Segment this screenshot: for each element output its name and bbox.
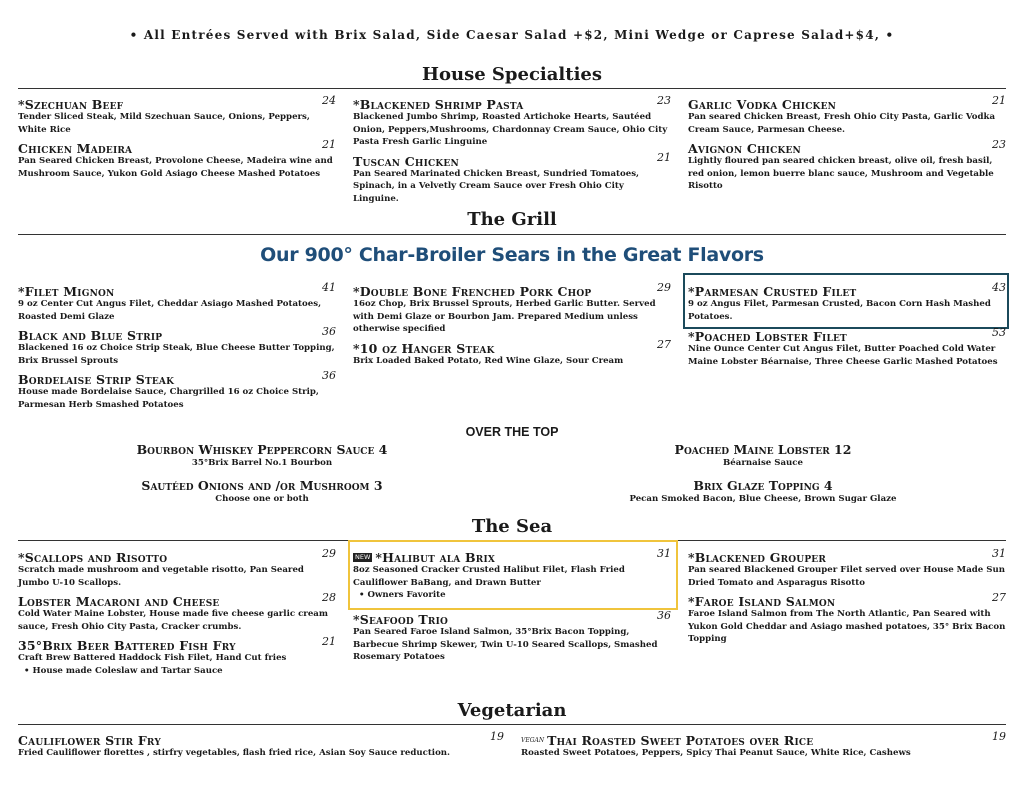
menu-item xyxy=(688,326,1006,368)
item-description: House made Bordelaise Sauce, Chargrilled 16 oz Choice Strip, Parmesan Herb Smashed Potatoes xyxy=(18,387,319,410)
item-description: 9 oz Angus Filet, Parmesan Crusted, Bacon Corn Hash Mashed Potatoes. xyxy=(688,299,991,322)
menu-item-featured xyxy=(353,547,671,607)
item-description: Cold Water Maine Lobster, House made five cheese garlic cream sauce, Fresh Ohio City Pasta, Cracker crumbs. xyxy=(18,609,328,632)
item-price: 21 xyxy=(322,635,336,648)
section-title-vegetarian: Vegetarian xyxy=(457,700,567,721)
menu-item-featured xyxy=(688,281,1006,324)
menu-item xyxy=(353,151,671,206)
menu-item xyxy=(18,369,336,411)
item-description: Blackened 16 oz Choice Strip Steak, Blue Cheese Butter Topping, Brix Brussel Sprouts xyxy=(18,343,335,366)
menu-item xyxy=(353,94,671,149)
item-price: 19 xyxy=(490,730,504,743)
salad-banner: • All Entrées Served with Brix Salad, Side Caesar Salad +$2, Mini Wedge or Caprese Salad+$4, • xyxy=(129,28,895,42)
item-description: 9 oz Center Cut Angus Filet, Cheddar Asiago Mashed Potatoes, Roasted Demi Glaze xyxy=(18,299,322,322)
item-price: 43 xyxy=(992,281,1006,294)
item-price: 53 xyxy=(992,326,1006,339)
over-the-top-title: OVER THE TOP xyxy=(465,425,559,439)
grill-column-1 xyxy=(18,281,336,413)
item-name: *Parmesan Crusted Filet xyxy=(688,284,857,299)
item-description: Tender Sliced Steak, Mild Szechuan Sauce, Onions, Peppers, White Rice xyxy=(18,112,310,135)
grill-column-3 xyxy=(688,281,1006,370)
veg-column-2 xyxy=(521,730,1006,762)
menu-item xyxy=(688,138,1006,193)
item-description: Faroe Island Salmon from The North Atlantic, Pan Seared with Yukon Gold Cheddar and Asiago mashed potatoes, 35° Brix Bacon Topping xyxy=(688,609,1006,644)
item-price: 31 xyxy=(992,547,1006,560)
item-price: 27 xyxy=(992,591,1006,604)
menu-item xyxy=(18,547,336,589)
item-name: *Double Bone Frenched Pork Chop xyxy=(353,284,592,299)
item-name: *Faroe Island Salmon xyxy=(688,594,836,609)
item-description: Pan Seared Faroe Island Salmon, 35°Brix Bacon Topping, Barbecue Shrimp Skewer, Twin U-10 Seared Scallops, Smashed Rosemary Potatoes xyxy=(353,627,658,662)
menu-item xyxy=(688,591,1006,646)
addon-description: Choose one or both xyxy=(215,494,309,504)
section-title-the-sea: The Sea xyxy=(471,516,553,537)
menu-item xyxy=(18,281,336,323)
item-description: Pan seared Chicken Breast, Fresh Ohio City Pasta, Garlic Vodka Cream Sauce, Parmesan Cheese. xyxy=(688,112,996,135)
veg-column-1 xyxy=(18,730,504,762)
menu-item xyxy=(353,609,671,664)
item-name: Bordelaise Strip Steak xyxy=(18,372,175,387)
addon-name: Poached Maine Lobster 12 xyxy=(674,442,852,457)
menu-item xyxy=(353,338,671,368)
item-name: *Blackened Grouper xyxy=(688,550,827,565)
item-description: Pan seared Blackened Grouper Filet served over House Made Sun Dried Tomato and Asparagus Risotto xyxy=(688,565,1005,588)
item-price: 29 xyxy=(322,547,336,560)
item-price: 36 xyxy=(322,325,336,338)
item-price: 21 xyxy=(992,94,1006,107)
item-price: 21 xyxy=(322,138,336,151)
item-description: 16oz Chop, Brix Brussel Sprouts, Herbed Garlic Butter. Served with Demi Glaze or Bourbon Jam. Prepared Medium unless otherwise specified xyxy=(353,299,656,334)
item-price: 36 xyxy=(657,609,671,622)
addon-description: Pecan Smoked Bacon, Blue Cheese, Brown Sugar Glaze xyxy=(629,494,897,504)
addon-item xyxy=(593,478,933,505)
addon-name: Bourbon Whiskey Peppercorn Sauce 4 xyxy=(136,442,388,457)
item-description: Nine Ounce Center Cut Angus Filet, Butter Poached Cold Water Maine Lobster Béarnaise, Three Cheese Garlic Mashed Potatoes xyxy=(688,344,998,367)
item-description: 8oz Seasoned Cracker Crusted Halibut Filet, Flash Fried Cauliflower BaBang, and Drawn Butter xyxy=(353,565,625,588)
item-name: *Poached Lobster Filet xyxy=(688,329,847,344)
item-name: Black and Blue Strip xyxy=(18,328,163,343)
menu-item xyxy=(18,635,336,677)
section-title-house-specialties: House Specialties xyxy=(421,64,603,85)
sea-column-1 xyxy=(18,547,336,679)
item-price: 36 xyxy=(322,369,336,382)
addon-name: Sautéed Onions and /or Mushroom 3 xyxy=(141,478,383,493)
item-name: *Scallops and Risotto xyxy=(18,550,168,565)
item-name: Tuscan Chicken xyxy=(353,153,459,169)
item-price: 29 xyxy=(657,281,671,294)
menu-item xyxy=(688,547,1006,589)
addon-description: 35°Brix Barrel No.1 Bourbon xyxy=(191,458,333,468)
item-name: *Halibut ala Brix xyxy=(375,550,496,565)
item-name: *Szechuan Beef xyxy=(18,97,124,112)
new-badge: NEW xyxy=(355,553,371,561)
item-description: Pan Seared Chicken Breast, Provolone Cheese, Madeira wine and Mushroom Sauce, Yukon Gold Asiago Cheese Mashed Potatoes xyxy=(18,156,333,179)
menu-item xyxy=(18,730,504,760)
menu-item xyxy=(353,281,671,336)
item-note: • House made Coleslaw and Tartar Sauce xyxy=(24,665,223,676)
house-column-3 xyxy=(688,94,1006,195)
menu-item xyxy=(18,325,336,367)
item-description: Lightly floured pan seared chicken breast, olive oil, fresh basil, red onion, lemon buerre blanc sauce, Mushroom and Vegetable Risotto xyxy=(688,156,994,191)
item-name: *Seafood Trio xyxy=(353,612,449,627)
item-description: Craft Brew Battered Haddock Fish Filet, Hand Cut fries xyxy=(18,653,287,663)
item-name: Chicken Madeira xyxy=(18,141,133,156)
item-name: *10 oz Hanger Steak xyxy=(353,340,495,356)
item-description: Brix Loaded Baked Potato, Red Wine Glaze, Sour Cream xyxy=(353,355,624,366)
section-title-the-grill: The Grill xyxy=(467,209,557,230)
item-description: Scratch made mushroom and vegetable risotto, Pan Seared Jumbo U-10 Scallops. xyxy=(18,565,304,588)
item-description: Roasted Sweet Potatoes, Peppers, Spicy Thai Peanut Sauce, White Rice, Cashews xyxy=(521,748,911,758)
item-price: 24 xyxy=(322,94,336,107)
item-name: Cauliflower Stir Fry xyxy=(18,733,161,748)
addon-description: Béarnaise Sauce xyxy=(723,458,803,468)
divider xyxy=(18,234,1006,235)
menu-item xyxy=(521,730,1006,760)
item-price: 23 xyxy=(992,138,1006,151)
sea-column-2 xyxy=(353,547,671,666)
menu-item xyxy=(688,94,1006,136)
house-column-2 xyxy=(353,94,671,207)
item-price: 27 xyxy=(657,337,671,351)
addon-item xyxy=(92,478,432,505)
item-price: 31 xyxy=(657,547,671,560)
addon-name: Brix Glaze Topping 4 xyxy=(693,478,833,493)
item-description: Fried Cauliflower florettes , stirfry vegetables, flash fried rice, Asian Soy Sauce reduction. xyxy=(18,748,451,758)
sea-column-3 xyxy=(688,547,1006,648)
item-name: *Blackened Shrimp Pasta xyxy=(353,97,524,112)
item-price: 19 xyxy=(992,730,1006,743)
grill-tagline: Our 900° Char-Broiler Sears in the Great Flavors xyxy=(260,244,764,266)
item-description: Pan Seared Marinated Chicken Breast, Sundried Tomatoes, Spinach, in a Velvetly Cream Sauce over Fresh Ohio City Linguine. xyxy=(353,168,640,204)
divider xyxy=(18,724,1006,725)
house-column-1 xyxy=(18,94,336,182)
item-name: *Filet Mignon xyxy=(18,284,115,299)
item-price: 21 xyxy=(657,150,671,164)
item-name: 35°Brix Beer Battered Fish Fry xyxy=(18,638,236,653)
menu-item xyxy=(18,138,336,180)
item-name: Avignon Chicken xyxy=(688,141,801,156)
grill-column-2 xyxy=(353,281,671,369)
addon-item xyxy=(593,442,933,469)
vegan-badge: VEGAN xyxy=(521,737,545,744)
item-price: 28 xyxy=(322,591,336,604)
menu-item xyxy=(18,591,336,633)
item-price: 41 xyxy=(322,281,336,294)
item-note: • Owners Favorite xyxy=(359,590,446,600)
item-name: Garlic Vodka Chicken xyxy=(688,97,837,112)
item-price: 23 xyxy=(657,94,671,107)
addon-item xyxy=(92,442,432,469)
item-description: Blackened Jumbo Shrimp, Roasted Artichoke Hearts, Sautéed Onion, Peppers,Mushrooms, Chardonnay Cream Sauce, Ohio City Pasta Fresh Garlic Linguine xyxy=(353,112,668,147)
divider xyxy=(18,88,1006,89)
menu-item xyxy=(18,94,336,136)
item-name: Lobster Macaroni and Cheese xyxy=(18,594,220,609)
item-name: Thai Roasted Sweet Potatoes over Rice xyxy=(547,733,814,748)
